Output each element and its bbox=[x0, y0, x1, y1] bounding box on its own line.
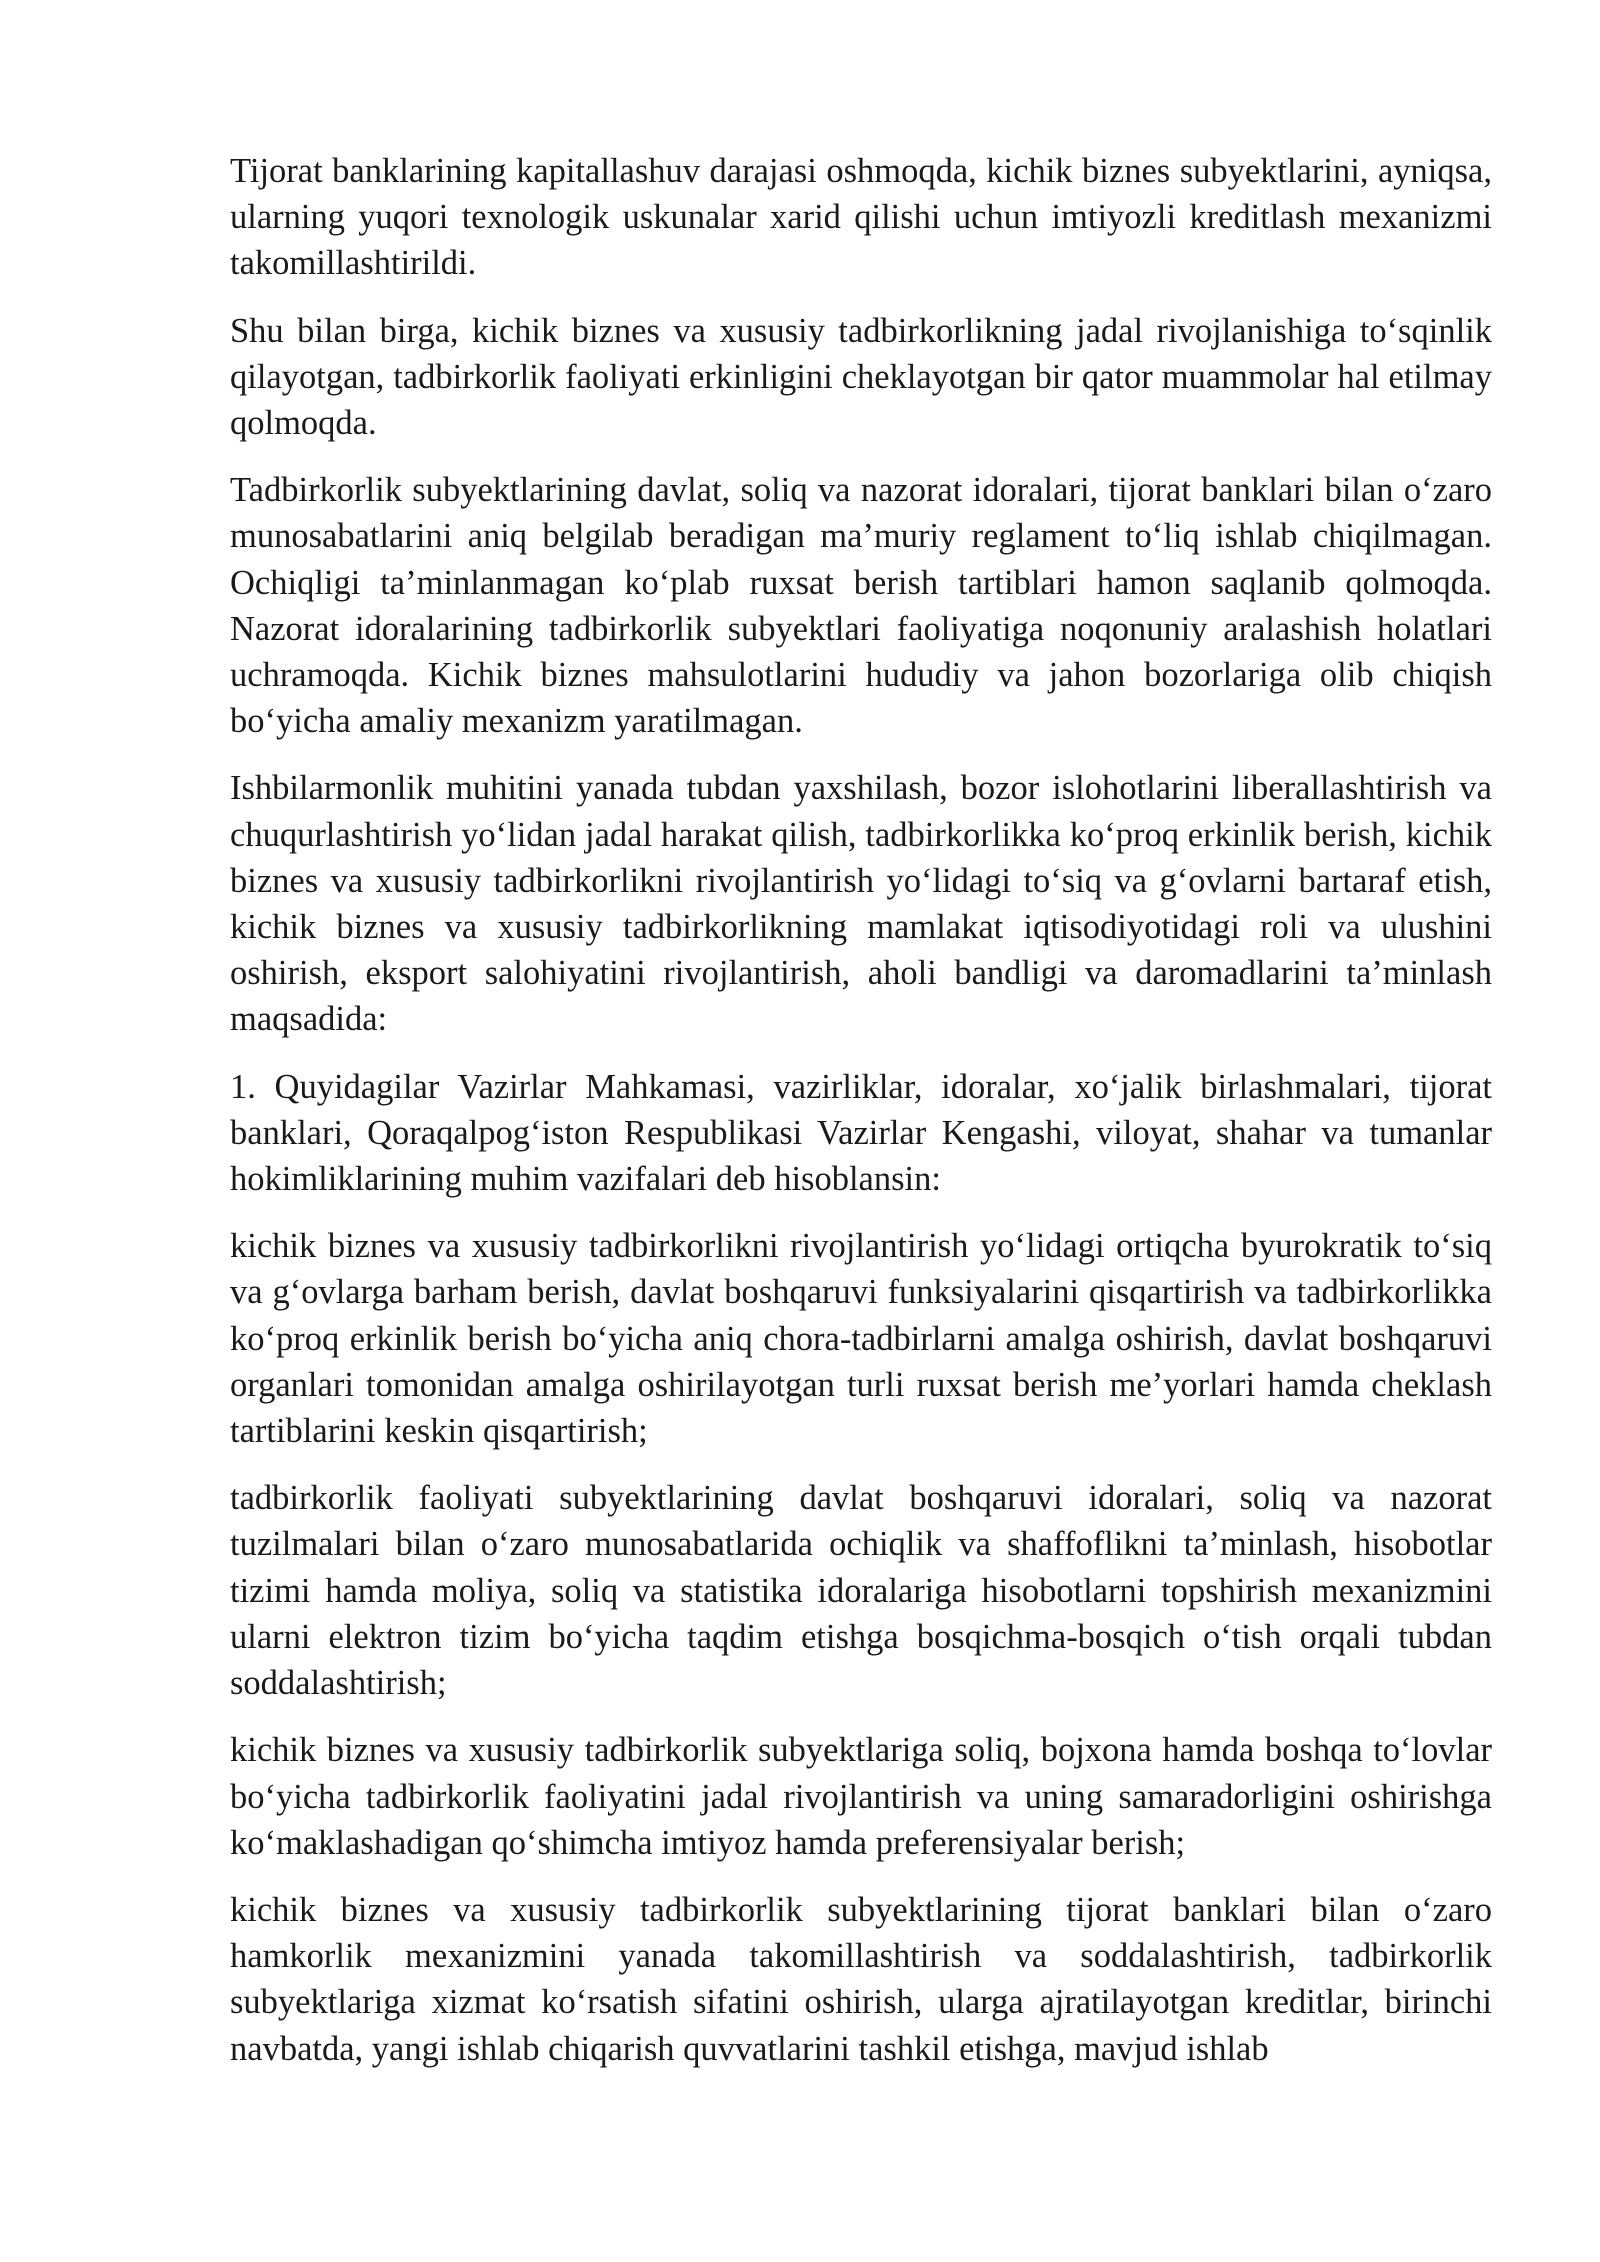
paragraph: tadbirkorlik faoliyati subyektlarining davlat boshqaruvi idoralari, soliq va nazorat tuzilmalari bilan o‘zaro munosabatlarida ochiqlik va shaffoflikni ta’minlash, hisobotlar tizimi hamda moliya, soliq va statistika idoralariga hisobotlarni topshirish mexanizmini ularni elektron tizim bo‘yicha taqdim etishga bosqichma-bosqich o‘tish orqali tubdan soddalashtirish; bbox=[230, 1479, 1492, 1703]
paragraph: kichik biznes va xususiy tadbirkorlik subyektlarining tijorat banklari bilan o‘zaro hamkorlik mexanizmini yanada takomillashtirish va soddalashtirish, tadbirkorlik subyektlariga xizmat ko‘rsatish sifatini oshirish, ularga ajratilayotgan kreditlar, birinchi navbatda, yangi ishlab chiqarish quvvatlarini tashkil etishga, mavjud ishlab bbox=[230, 1890, 1492, 2068]
paragraph: Tijorat banklarining kapitallashuv darajasi oshmoqda, kichik biznes subyektlarini, ayniqsa, ularning yuqori texnologik uskunalar xarid qilishi uchun imtiyozli kreditlash mexanizmi takomillashtirildi. bbox=[230, 152, 1492, 283]
document-page bbox=[230, 148, 1492, 2093]
numbered-paragraph: 1. Quyidagilar Vazirlar Mahkamasi, vazirliklar, idoralar, xo‘jalik birlashmalari, tijorat banklari, Qoraqalpog‘iston Respublikasi Vazirlar Kengashi, viloyat, shahar va tumanlar hokimliklarining muhim vazifalari deb hisoblansin: bbox=[230, 1067, 1492, 1199]
paragraph: kichik biznes va xususiy tadbirkorlikni rivojlantirish yo‘lidagi ortiqcha byurokratik to‘siq va g‘ovlarga barham berish, davlat boshqaruvi funksiyalarini qisqartirish va tadbirkorlikka ko‘proq erkinlik berish bo‘yicha aniq chora-tadbirlarni amalga oshirish, davlat boshqaruvi organlari tomonidan amalga oshirilayotgan turli ruxsat berish me’yorlari hamda cheklash tartiblarini keskin qisqartirish; bbox=[230, 1227, 1492, 1451]
paragraph: Tadbirkorlik subyektlarining davlat, soliq va nazorat idoralari, tijorat banklari bilan o‘zaro munosabatlarini aniq belgilab beradigan ma’muriy reglament to‘liq ishlab chiqilmagan. Ochiqligi ta’minlanmagan ko‘plab ruxsat berish tartiblari hamon saqlanib qolmoqda. Nazorat idoralarining tadbirkorlik subyektlari faoliyatiga noqonuniy aralashish holatlari uchramoqda. Kichik biznes mahsulotlarini hududiy va jahon bozorlariga olib chiqish bo‘yicha amaliy mexanizm yaratilmagan. bbox=[230, 471, 1492, 741]
paragraph: kichik biznes va xususiy tadbirkorlik subyektlariga soliq, bojxona hamda boshqa to‘lovlar bo‘yicha tadbirkorlik faoliyatini jadal rivojlantirish va uning samaradorligini oshirishga ko‘maklashadigan qo‘shimcha imtiyoz hamda preferensiyalar berish; bbox=[230, 1731, 1492, 1862]
paragraph: Shu bilan birga, kichik biznes va xususiy tadbirkorlikning jadal rivojlanishiga to‘sqinlik qilayotgan, tadbirkorlik faoliyati erkinligini cheklayotgan bir qator muammolar hal etilmay qolmoqda. bbox=[230, 311, 1492, 443]
paragraph: Ishbilarmonlik muhitini yanada tubdan yaxshilash, bozor islohotlarini liberallashtirish va chuqurlashtirish yo‘lidan jadal harakat qilish, tadbirkorlikka ko‘proq erkinlik berish, kichik biznes va xususiy tadbirkorlikni rivojlantirish yo‘lidagi to‘siq va g‘ovlarni bartaraf etish, kichik biznes va xususiy tadbirkorlikning mamlakat iqtisodiyotidagi roli va ulushini oshirish, eksport salohiyatini rivojlantirish, aholi bandligi va daromadlarini ta’minlash maqsadida: bbox=[230, 769, 1492, 1039]
